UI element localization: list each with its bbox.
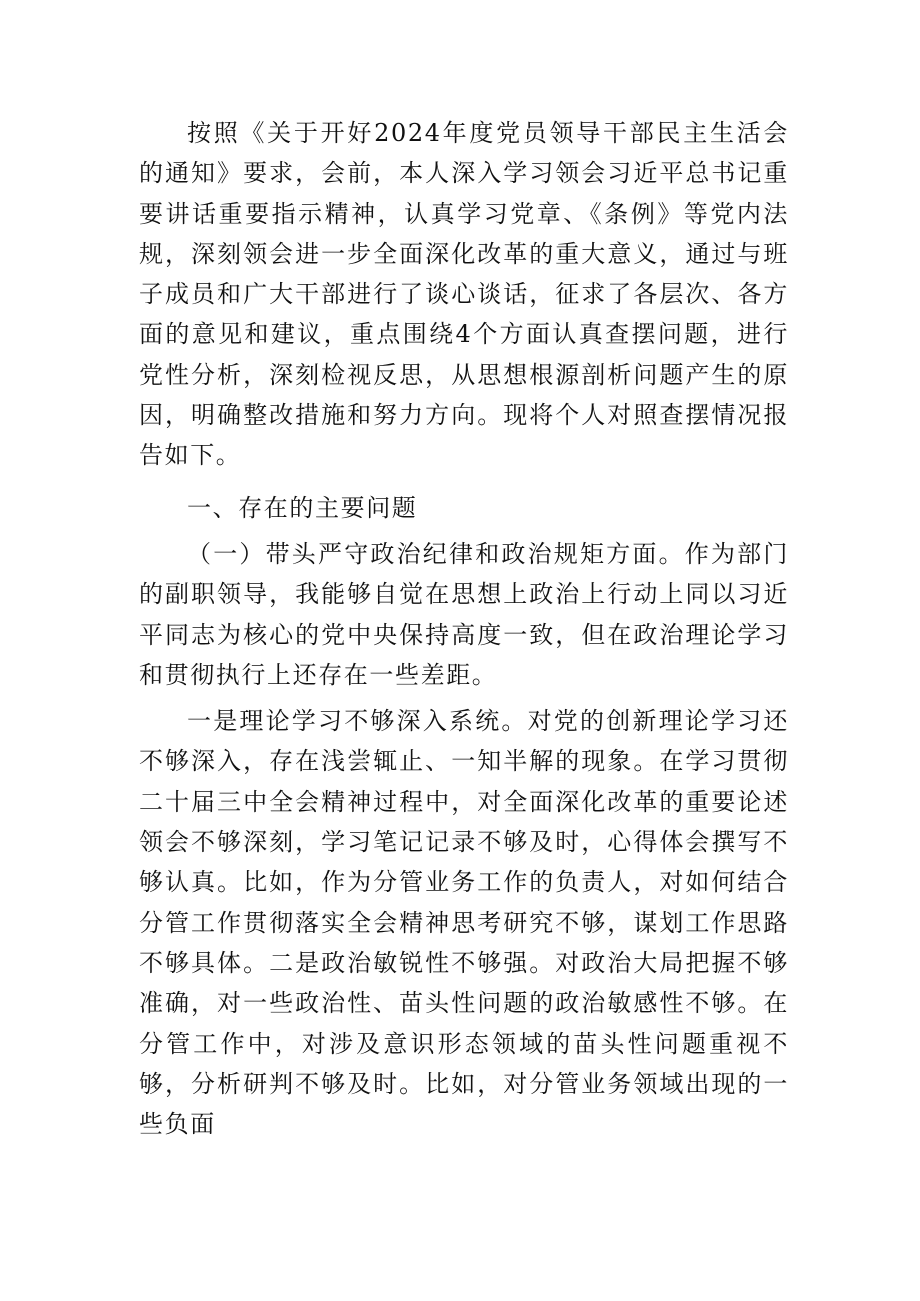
problem-points-paragraph: 一是理论学习不够深入系统。对党的创新理论学习还不够深入，存在浅尝辄止、一知半解的现象。在学习贯彻二十届三中全会精神过程中，对全面深化改革的重要论述领会不够深刻，学习笔记记录不够及时，心得体会撰写不够认真。比如，作为分管业务工作的负责人，对如何结合分管工作贯彻落实全会精神思考研究不够，谋划工作思路不够具体。二是政治敏锐性不够强。对政治大局把握不够准确，对一些政治性、苗头性问题的政治敏感性不够。在分管工作中，对涉及意识形态领域的苗头性问题重视不够，分析研判不够及时。比如，对分管业务领域出现的一些负面 bbox=[139, 707, 789, 1139]
section-heading-main-problems: 一、存在的主要问题 bbox=[187, 493, 418, 522]
document-body bbox=[139, 113, 789, 1144]
intro-paragraph: 按照《关于开好2024年度党员领导干部民主生活会的通知》要求，会前，本人深入学习领会习近平总书记重要讲话重要指示精神，认真学习党章、《条例》等党内法规，深刻领会进一步全面深化改革的重大意义，通过与班子成员和广大干部进行了谈心谈话，征求了各层次、各方面的意见和建议，重点围绕4个方面认真查摆问题，进行党性分析，深刻检视反思，从思想根源剖析问题产生的原因，明确整改措施和努力方向。现将个人对照查摆情况报告如下。 bbox=[139, 119, 789, 470]
subsection-political-discipline: （一）带头严守政治纪律和政治规矩方面。作为部门的副职领导，我能够自觉在思想上政治上行动上同以习近平同志为核心的党中央保持高度一致，但在政治理论学习和贯彻执行上还存在一些差距。 bbox=[139, 539, 789, 689]
